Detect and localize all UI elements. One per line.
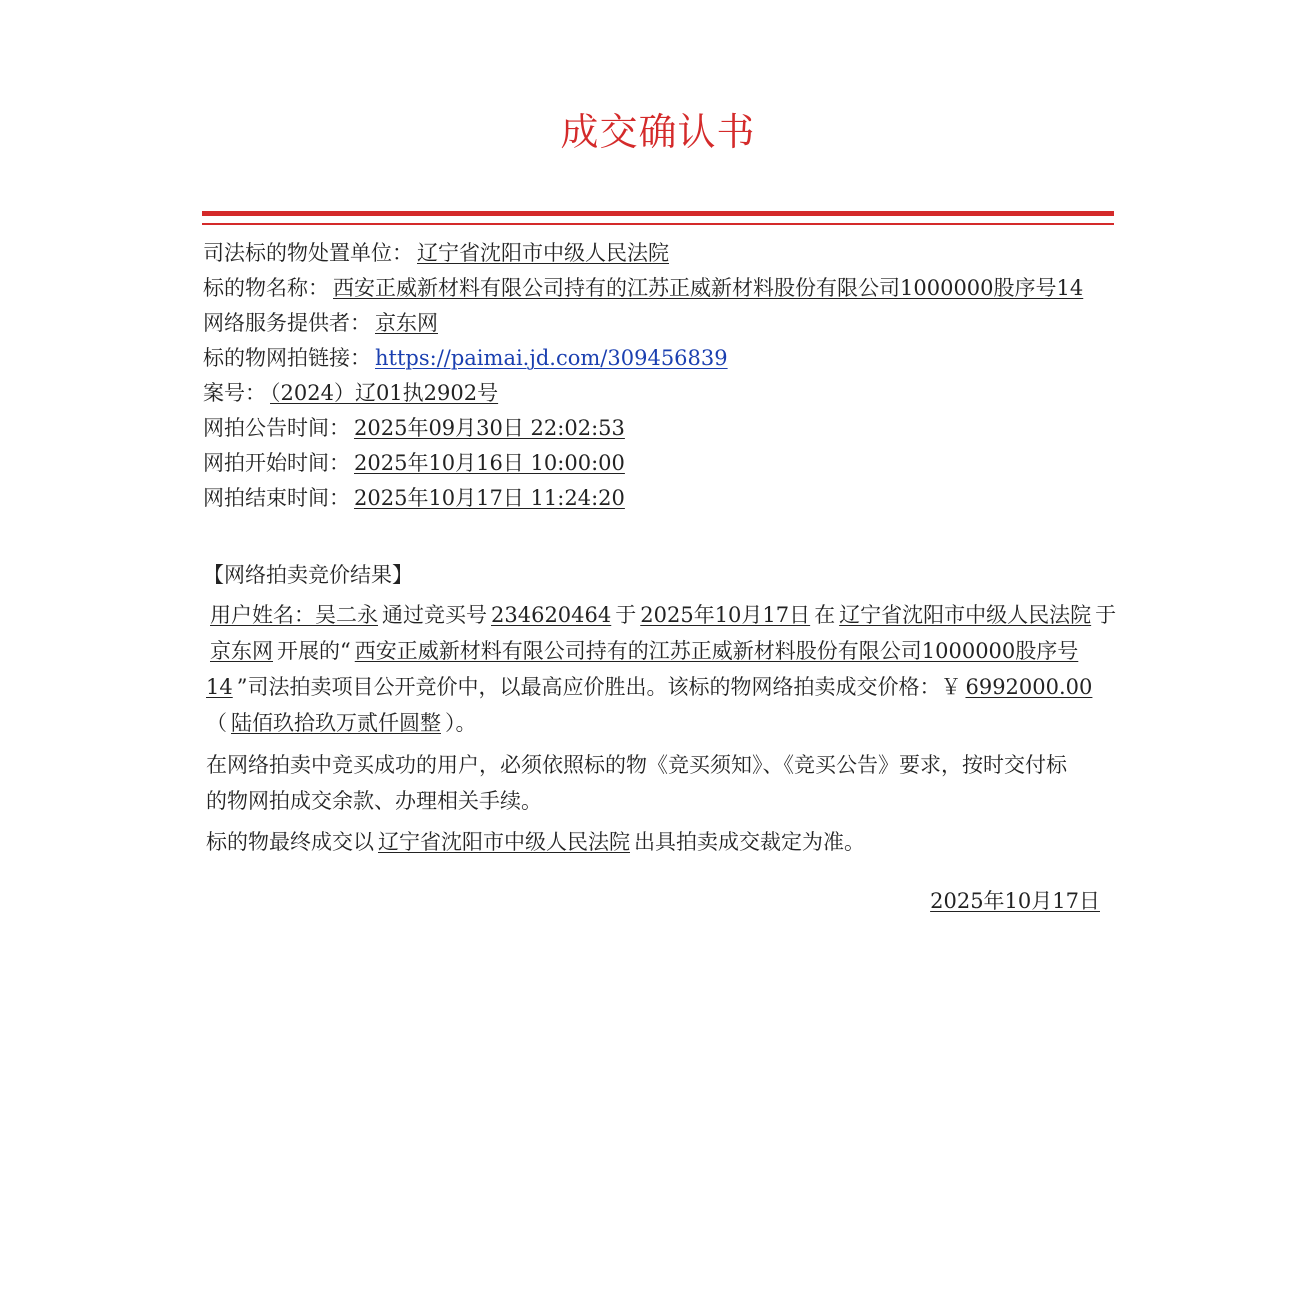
user-name-label: 用户姓名：: [210, 603, 315, 627]
payment-notice: 在网络拍卖中竞买成功的用户，必须依照标的物《竞买须知》、《竞买公告》要求，按时交付标的物网拍成交余款、办理相关手续。: [206, 753, 1067, 813]
final-statement: [206, 824, 1118, 860]
court-row: [203, 236, 1123, 271]
item-label: 标的物名称：: [203, 276, 329, 300]
end-time-row: [203, 481, 1123, 516]
start-time-value: 2025年10月16日 10:00:00: [354, 451, 625, 475]
announce-time-label: 网拍公告时间：: [203, 416, 350, 440]
case-row: [203, 376, 1123, 411]
court-value: 辽宁省沈阳市中级人民法院: [417, 241, 669, 265]
signature-date: 2025年10月17日: [930, 889, 1100, 913]
win-date: 2025年10月17日: [640, 603, 811, 627]
announce-time-row: [203, 411, 1123, 446]
red-divider-thick: [202, 211, 1114, 216]
announce-time-value: 2025年09月30日 22:02:53: [354, 416, 625, 440]
bid-text: 通过竞买号: [382, 603, 487, 627]
at-text: 于: [615, 603, 637, 627]
result-item: 西安正威新材料有限公司持有的江苏正威新材料股份有限公司1000000股序号14: [206, 639, 1079, 699]
held-text: 开展的“: [277, 639, 351, 663]
end-time-label: 网拍结束时间：: [203, 486, 350, 510]
bid-number: 234620464: [491, 603, 612, 627]
case-value: （2024）辽01执2902号: [270, 381, 499, 405]
auction-info-section: [203, 236, 1123, 516]
user-name-field: [206, 603, 382, 627]
result-provider: 京东网: [210, 639, 273, 663]
final-court: 辽宁省沈阳市中级人民法院: [378, 830, 630, 854]
on-text: 于: [1095, 603, 1117, 627]
start-time-label: 网拍开始时间：: [203, 451, 350, 475]
end-time-value: 2025年10月17日 11:24:20: [354, 486, 625, 510]
final-suffix: 出具拍卖成交裁定为准。: [634, 830, 865, 854]
case-label: 案号：: [203, 381, 266, 405]
user-name-value: 吴二永: [315, 603, 378, 627]
price-in-words: 陆佰玖拾玖万贰仟圆整: [231, 711, 441, 735]
item-value: 西安正威新材料有限公司持有的江苏正威新材料股份有限公司1000000股序号14: [333, 276, 1084, 300]
provider-row: [203, 306, 1123, 341]
paren-close: ）。: [445, 711, 477, 735]
link-label: 标的物网拍链接：: [203, 346, 371, 370]
item-row: [203, 271, 1123, 306]
result-paragraph: [206, 597, 1118, 741]
final-prefix: 标的物最终成交以: [206, 830, 374, 854]
auction-link[interactable]: https://paimai.jd.com/309456839: [375, 346, 728, 370]
court-label: 司法标的物处置单位：: [203, 241, 413, 265]
document-title: 成交确认书: [560, 110, 756, 154]
outcome-text: ”司法拍卖项目公开竞价中，以最高应价胜出。该标的物网络拍卖成交价格：￥: [236, 675, 962, 699]
result-court: 辽宁省沈阳市中级人民法院: [839, 603, 1092, 627]
paren-open: （: [206, 711, 227, 735]
provider-label: 网络服务提供者：: [203, 311, 371, 335]
provider-value: 京东网: [375, 311, 438, 335]
start-time-row: [203, 446, 1123, 481]
red-divider-thin: [202, 223, 1114, 225]
in-text: 在: [814, 603, 836, 627]
final-price: 6992000.00: [965, 675, 1093, 699]
link-row: [203, 341, 1123, 376]
result-heading: 【网络拍卖竞价结果】: [203, 563, 413, 587]
